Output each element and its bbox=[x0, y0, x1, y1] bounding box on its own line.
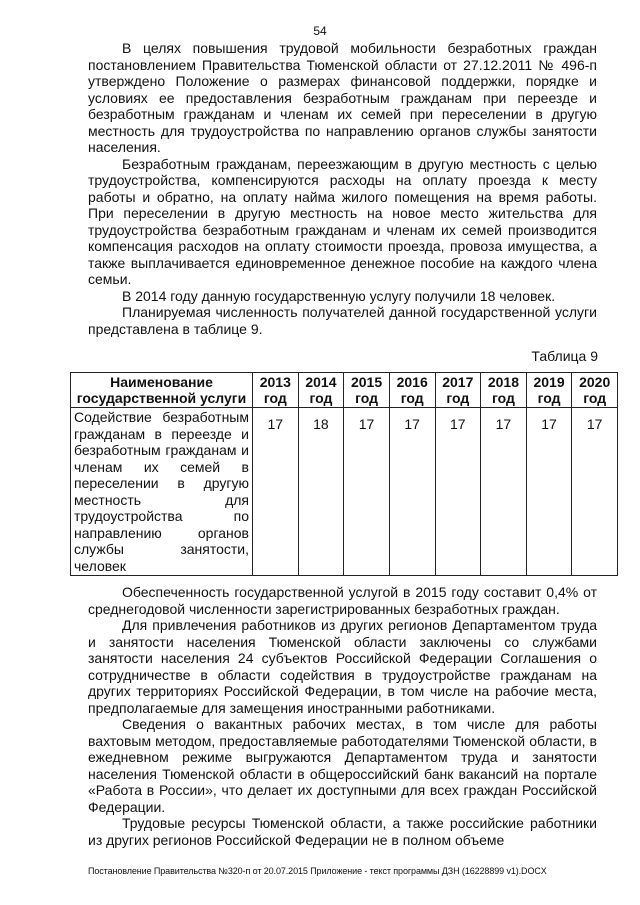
document-footer: Постановление Правительства №320-п от 20.07.2015 Приложение - текст программы ДЗН (16228899 v1).DOCX bbox=[88, 866, 547, 876]
column-header-year: 2019 год bbox=[526, 373, 572, 408]
paragraph: Планируемая численность получателей данной государственной услуги представлена в таблице 9. bbox=[88, 304, 597, 337]
column-header-year: 2015 год bbox=[344, 373, 390, 408]
value-cell: 17 bbox=[526, 408, 572, 576]
services-table bbox=[70, 372, 618, 576]
paragraph: В целях повышения трудовой мобильности безработных граждан постановлением Правительства Тюменской области от 27.12.2011 № 496-п утверждено Положение о размерах финансовой поддержки, порядке и условиях ее предоставления безработным гражданам при переезде и безработным гражданам и членам их семей при переселении в другую местность для трудоустройства по направлению органов службы занятости населения. bbox=[88, 40, 597, 155]
column-header-year: 2013 год bbox=[253, 373, 299, 408]
table-caption: Таблица 9 bbox=[531, 348, 598, 364]
column-header-year: 2014 год bbox=[298, 373, 344, 408]
value-cell: 17 bbox=[253, 408, 299, 576]
column-header-name: Наименование государственной услуги bbox=[71, 373, 253, 408]
body-text-top bbox=[88, 40, 597, 337]
paragraph: В 2014 году данную государственную услугу получили 18 человек. bbox=[122, 287, 556, 304]
paragraph: Обеспеченность государственной услугой в 2015 году составит 0,4% от среднегодовой численности зарегистрированных безработных граждан. bbox=[88, 584, 597, 617]
table-row bbox=[71, 408, 618, 576]
value-cell: 17 bbox=[572, 408, 618, 576]
column-header-year: 2018 год bbox=[481, 373, 527, 408]
paragraph: Сведения о вакантных рабочих местах, в том числе для работы вахтовым методом, предоставляемые работодателями Тюменской области, в ежедневном режиме выгружаются Департаментом труда и занятости населения Тюменской области в общероссийский банк вакансий на портале «Работа в России», что делает их доступными для всех граждан Российской Федерации. bbox=[88, 716, 597, 815]
paragraph: Безработным гражданам, переезжающим в другую местность с целью трудоустройства, компенсируются расходы на оплату проезда к месту работы и обратно, на оплату найма жилого помещения на время работы. При переселении в другую местность на новое место жительства для трудоустройства безработным гражданам и членам их семей производится компенсация расходов на оплату стоимости проезда, провоза имущества, а также выплачивается единовременное денежное пособие на каждого члена семьи. bbox=[88, 155, 597, 287]
service-name-cell: Содействие безработным гражданам в переезде и безработным гражданам и членам их семей в переселении в другую местность для трудоустройства по направлению органов службы занятости, человек bbox=[71, 408, 253, 576]
body-text-bottom bbox=[88, 584, 597, 848]
value-cell: 17 bbox=[389, 408, 435, 576]
value-cell: 18 bbox=[298, 408, 344, 576]
page-number: 54 bbox=[313, 24, 327, 38]
value-cell: 17 bbox=[344, 408, 390, 576]
table-header-row bbox=[71, 373, 618, 408]
column-header-year: 2017 год bbox=[435, 373, 481, 408]
value-cell: 17 bbox=[481, 408, 527, 576]
paragraph: Для привлечения работников из других регионов Департаментом труда и занятости населения Тюменской области заключены со службами занятости населения 24 субъектов Российской Федерации Соглашения о сотрудничестве в области содействия в трудоустройстве гражданам на других территориях Российской Федерации, в том числе на рабочие места, предполагаемые для замещения иностранными работниками. bbox=[88, 617, 597, 716]
column-header-year: 2020 год bbox=[572, 373, 618, 408]
column-header-year: 2016 год bbox=[389, 373, 435, 408]
value-cell: 17 bbox=[435, 408, 481, 576]
paragraph: Трудовые ресурсы Тюменской области, а также российские работники из других регионов Российской Федерации не в полном объеме bbox=[88, 815, 597, 848]
